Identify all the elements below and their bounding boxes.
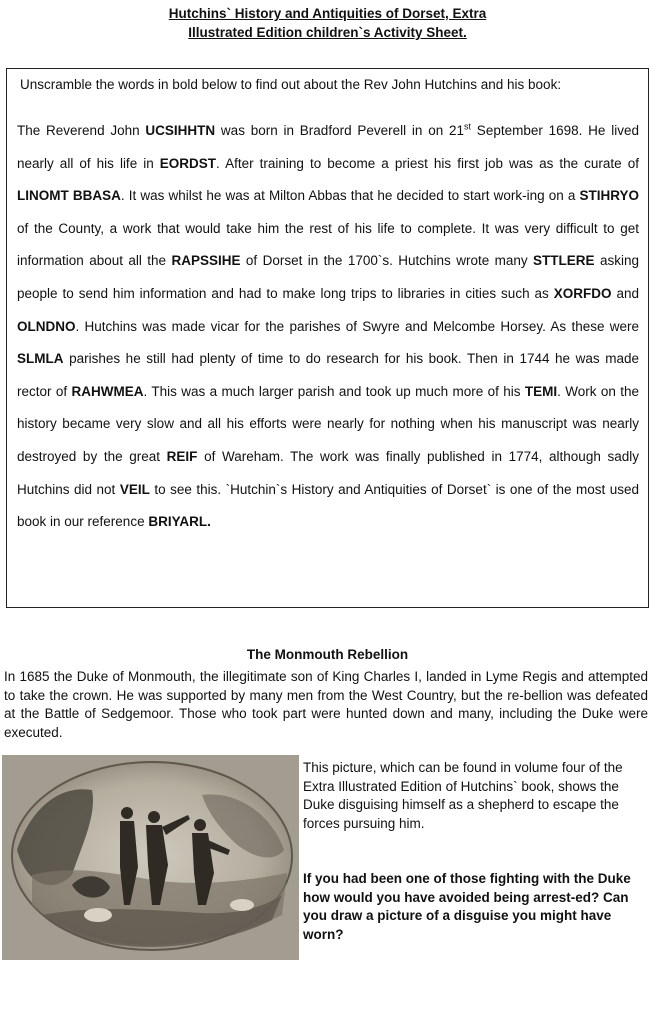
text-segment: asking people to send him information and had to make long trips to libraries in cities such as xyxy=(17,253,639,301)
scrambled-word: STTLERE xyxy=(533,253,595,269)
text-segment: . Work on the history became very slow and all his efforts were nearly for nothing when his manuscript was nearly destroyed by the great xyxy=(17,383,639,464)
sheet-title xyxy=(0,4,655,42)
text-segment: September 1698. He lived nearly all of his life in xyxy=(17,123,639,171)
title-line-1: Hutchins` History and Antiquities of Dorset, Extra xyxy=(168,6,487,21)
scrambled-word: BRIYARL. xyxy=(148,514,211,530)
section-paragraph: In 1685 the Duke of Monmouth, the illegitimate son of King Charles I, landed in Lyme Regis and attempted to take the crown. He was supported by many men from the West Country, but the re-bellion was defeated at the Battle of Sedgemoor. Those who took part were hunted down and many, including the Duke were executed. xyxy=(4,669,648,740)
activity-paragraph xyxy=(17,115,639,539)
section-heading: The Monmouth Rebellion xyxy=(246,647,409,662)
text-segment: of the County, a work that would take him the rest of his life to complete. It was very difficult to get information about all the xyxy=(17,220,639,269)
image-caption: This picture, which can be found in volume four of the Extra Illustrated Edition of Hutchins` book, shows the Duke disguising himself as a shepherd to escape the forces pursuing him. xyxy=(303,760,623,831)
scrambled-word: VEIL xyxy=(119,481,150,497)
duke-shepherd-engraving xyxy=(2,755,299,960)
scrambled-word: RAHWMEA xyxy=(71,383,144,399)
text-segment: . It was whilst he was at Milton Abbas that he decided to start work-ing on a xyxy=(120,188,580,204)
activity-box xyxy=(6,68,649,608)
title-line-2: Illustrated Edition children`s Activity Sheet. xyxy=(188,25,467,40)
text-segment: was born in Bradford Peverell in on 21 xyxy=(215,123,465,138)
activity-instruction: Unscramble the words in bold below to find out about the Rev John Hutchins and his book: xyxy=(20,77,562,92)
scrambled-word: XORFDO xyxy=(553,285,612,301)
text-segment: parishes he still had plenty of time to do research for his book. Then in 1744 he was made rector of xyxy=(17,351,639,399)
engraving-image xyxy=(2,755,299,960)
text-segment: The Reverend John xyxy=(17,123,146,138)
text-segment: . Hutchins was made vicar for the parishes of Swyre and Melcombe Horsey. As these were xyxy=(75,318,639,334)
activity-question: If you had been one of those fighting with the Duke how would you have avoided being arrest-ed? Can you draw a picture of a disguise you might have worn? xyxy=(303,871,631,942)
scrambled-word: SLMLA xyxy=(17,351,64,367)
scrambled-word: TEMI xyxy=(524,383,558,399)
scrambled-word: RAPSSIHE xyxy=(171,253,241,269)
scrambled-word: EORDST xyxy=(159,155,217,171)
text-segment: of Dorset in the 1700`s. Hutchins wrote many xyxy=(240,253,534,269)
scrambled-word: OLNDNO xyxy=(17,318,76,334)
scrambled-word: UCSIHHTN xyxy=(145,123,216,138)
scrambled-word: LINOMT BBASA xyxy=(17,188,121,204)
text-segment: and xyxy=(611,285,639,301)
text-segment: . This was a much larger parish and took up much more of his xyxy=(143,383,525,399)
ordinal-suffix: st xyxy=(464,121,472,132)
text-segment: to see this. `Hutchin`s History and Antiquities of Dorset` is one of the most used book in our reference xyxy=(17,481,639,530)
scrambled-word: REIF xyxy=(166,448,198,464)
scrambled-word: STIHRYO xyxy=(579,188,639,204)
text-segment: . After training to become a priest his first job was as the curate of xyxy=(216,155,639,171)
text-segment: of Wareham. The work was finally published in 1774, although sadly Hutchins did not xyxy=(17,448,639,497)
